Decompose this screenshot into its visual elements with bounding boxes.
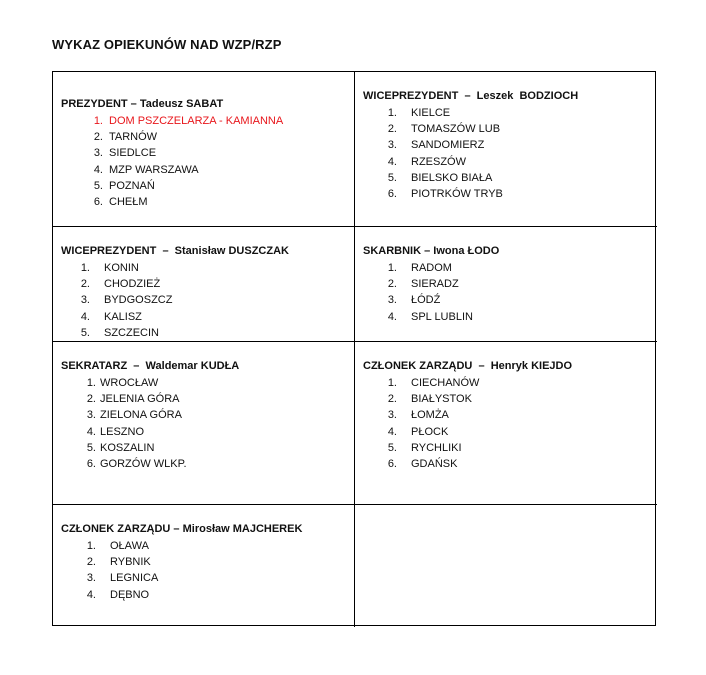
item-label: JELENIA GÓRA: [100, 393, 180, 406]
item-number: 4.: [387, 425, 397, 438]
list-item: [355, 391, 655, 407]
list-item: [355, 407, 655, 423]
item-label: BIELSKO BIAŁA: [411, 171, 493, 184]
item-label: RYCHLIKI: [411, 441, 462, 454]
item-label: CHEŁM: [109, 195, 148, 208]
item-number: 2.: [80, 278, 90, 291]
item-label: TOMASZÓW LUB: [411, 123, 501, 136]
item-number: 1.: [93, 115, 103, 127]
item-label: MZP WARSZAWA: [109, 163, 199, 176]
list-item: [355, 292, 655, 308]
item-number: 1.: [387, 107, 397, 119]
list-item: [53, 276, 353, 292]
item-number: 5.: [387, 171, 397, 184]
list-item: [53, 145, 353, 161]
cell-heading: PREZYDENT – Tadeusz SABAT: [61, 98, 224, 110]
item-number: 3.: [93, 147, 103, 160]
cell-prezydent: [53, 72, 355, 227]
item-label: KONIN: [104, 262, 139, 274]
list-item: [355, 456, 655, 472]
item-number: 5.: [387, 441, 397, 454]
cell-wiceprezydent-bodzioch: [355, 72, 657, 227]
list-item: [53, 440, 353, 456]
list-item: [355, 309, 655, 325]
list-item: [53, 309, 353, 325]
supervisors-table: [52, 71, 656, 626]
item-label: LESZNO: [100, 425, 145, 438]
item-label: LEGNICA: [110, 572, 159, 585]
list-item: [53, 570, 353, 586]
cell-heading: CZŁONEK ZARZĄDU – Mirosław MAJCHEREK: [61, 523, 303, 535]
item-label: TARNÓW: [109, 131, 158, 144]
list-item: [53, 162, 353, 178]
cell-empty: [355, 505, 657, 627]
cell-skarbnik: [355, 227, 657, 342]
cell-czlonek-kiejdo: [355, 342, 657, 505]
item-label: GORZÓW WLKP.: [100, 457, 187, 470]
item-number: 1.: [86, 377, 96, 389]
item-list: [355, 260, 655, 325]
cell-wiceprezydent-duszczak: [53, 227, 355, 342]
item-number: 1.: [80, 262, 90, 274]
item-number: 6.: [86, 457, 96, 470]
list-item: [53, 456, 353, 472]
item-number: 5.: [86, 441, 96, 454]
list-item: [53, 325, 353, 341]
item-label: SIEDLCE: [109, 147, 157, 160]
cell-heading: CZŁONEK ZARZĄDU – Henryk KIEJDO: [363, 360, 573, 372]
item-number: 3.: [80, 294, 90, 307]
list-item: [53, 554, 353, 570]
item-label: PŁOCK: [411, 425, 449, 438]
item-number: 6.: [387, 457, 397, 470]
item-list: [355, 375, 655, 472]
item-number: 2.: [387, 393, 397, 406]
list-item: [53, 538, 353, 554]
item-label: POZNAŃ: [109, 179, 155, 192]
item-label: GDAŃSK: [411, 457, 458, 470]
item-label: BIAŁYSTOK: [411, 393, 472, 406]
item-label: SZCZECIN: [104, 326, 159, 339]
item-number: 6.: [93, 195, 103, 208]
cell-czlonek-majcherek: [53, 505, 355, 627]
item-list: [53, 375, 353, 472]
list-item: [53, 260, 353, 276]
item-label: RZESZÓW: [411, 155, 466, 168]
list-item: [53, 292, 353, 308]
cell-heading: WICEPREZYDENT – Leszek BODZIOCH: [363, 90, 579, 102]
cell-heading: WICEPREZYDENT – Stanisław DUSZCZAK: [61, 245, 289, 257]
item-number: 1.: [387, 262, 397, 274]
item-number: 4.: [86, 588, 96, 601]
list-item: [355, 137, 655, 153]
item-label: WROCŁAW: [100, 377, 159, 389]
list-item: [355, 260, 655, 276]
cell-sekratarz: [53, 342, 355, 505]
item-number: 4.: [86, 425, 96, 438]
item-number: 3.: [387, 409, 397, 422]
list-item: [355, 121, 655, 137]
item-label: PIOTRKÓW TRYB: [411, 187, 503, 200]
list-item: [355, 105, 655, 121]
list-item: [53, 375, 353, 391]
item-number: 3.: [387, 139, 397, 152]
list-item: [53, 424, 353, 440]
item-number: 5.: [93, 179, 103, 192]
item-label: CHODZIEŻ: [104, 278, 161, 291]
item-label: BYDGOSZCZ: [104, 294, 173, 307]
item-label: RYBNIK: [110, 556, 151, 569]
cell-heading: SEKRATARZ – Waldemar KUDŁA: [61, 360, 240, 372]
list-item: [355, 170, 655, 186]
item-label: ŁÓDŹ: [411, 294, 441, 307]
item-number: 2.: [93, 131, 103, 144]
item-label: OŁAWA: [110, 540, 149, 552]
item-number: 2.: [387, 123, 397, 136]
item-label: CIECHANÓW: [411, 377, 480, 389]
item-number: 1.: [86, 540, 96, 552]
list-item: [53, 113, 353, 129]
document-title: WYKAZ OPIEKUNÓW NAD WZP/RZP: [52, 37, 282, 52]
item-number: 3.: [86, 409, 96, 422]
list-item: [53, 587, 353, 603]
item-list: [355, 105, 655, 202]
item-label: KOSZALIN: [100, 441, 155, 454]
item-label: ZIELONA GÓRA: [100, 409, 182, 422]
list-item: [53, 129, 353, 145]
item-number: 2.: [86, 393, 96, 406]
list-item: [53, 178, 353, 194]
item-number: 4.: [387, 310, 397, 323]
item-number: 5.: [80, 326, 90, 339]
list-item: [355, 186, 655, 202]
list-item: [53, 407, 353, 423]
item-number: 2.: [86, 556, 96, 569]
list-item: [53, 194, 353, 210]
item-number: 1.: [387, 377, 397, 389]
item-list: [53, 113, 353, 210]
item-label: ŁOMŻA: [411, 409, 449, 422]
list-item: [355, 154, 655, 170]
item-label: SANDOMIERZ: [411, 139, 485, 152]
item-number: 4.: [387, 155, 397, 168]
cell-heading: SKARBNIK – Iwona ŁODO: [363, 245, 500, 257]
item-number: 4.: [93, 163, 103, 176]
item-number: 2.: [387, 278, 397, 291]
item-number: 4.: [80, 310, 90, 323]
item-label: SIERADZ: [411, 278, 459, 291]
item-number: 6.: [387, 187, 397, 200]
item-label: RADOM: [411, 262, 452, 274]
item-list: [53, 260, 353, 341]
list-item: [355, 375, 655, 391]
item-list: [53, 538, 353, 603]
item-number: 3.: [86, 572, 96, 585]
list-item: [355, 424, 655, 440]
item-label: DĘBNO: [110, 588, 150, 601]
item-label: KIELCE: [411, 107, 451, 119]
list-item: [53, 391, 353, 407]
item-label: SPL LUBLIN: [411, 310, 473, 323]
list-item: [355, 276, 655, 292]
item-label: DOM PSZCZELARZA - KAMIANNA: [109, 115, 284, 127]
list-item: [355, 440, 655, 456]
item-label: KALISZ: [104, 310, 142, 323]
item-number: 3.: [387, 294, 397, 307]
